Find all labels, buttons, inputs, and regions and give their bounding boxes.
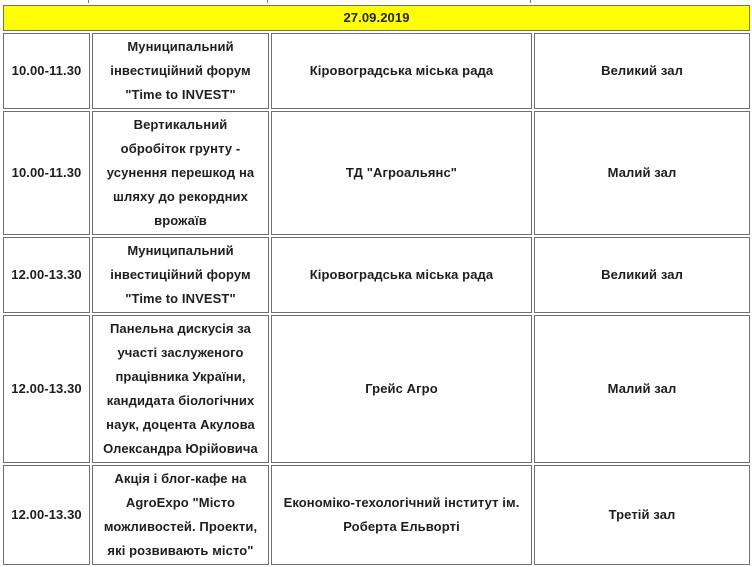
venue-cell: Третій зал — [534, 465, 750, 565]
organizer-line: Кіровоградська міська рада — [309, 267, 494, 282]
organizer-line: Економіко-техологічний інститут ім. — [283, 495, 520, 510]
organizer-cell — [271, 315, 532, 463]
event-line: "Time to INVEST" — [125, 291, 236, 306]
event-line: Панельна дискусія за — [109, 321, 252, 336]
date-header: 27.09.2019 — [3, 5, 750, 31]
event-line: Муниципальний — [127, 39, 234, 54]
organizer-cell — [271, 237, 532, 313]
event-line: Олександра Юрійовича — [103, 441, 258, 456]
event-line: врожаїв — [154, 213, 207, 228]
date-header-row — [3, 5, 750, 31]
event-line: які розвивають місто" — [107, 543, 254, 558]
event-line: усунення перешкод на — [106, 165, 255, 180]
venue-cell: Малий зал — [534, 315, 750, 463]
event-line: наук, доцента Акулова — [106, 417, 255, 432]
event-line: шляху до рекордних — [113, 189, 248, 204]
organizer-line: Грейс Агро — [365, 381, 438, 396]
time-cell: 12.00-13.30 — [3, 465, 90, 565]
event-line: AgroExpo "Місто — [125, 495, 236, 510]
time-cell: 10.00-11.30 — [3, 111, 90, 235]
event-cell — [92, 315, 269, 463]
event-cell — [92, 33, 269, 109]
organizer-cell — [271, 33, 532, 109]
schedule-table — [1, 3, 752, 567]
organizer-cell — [271, 465, 532, 565]
venue-cell: Великий зал — [534, 33, 750, 109]
event-line: працівника України, — [115, 369, 246, 384]
time-cell: 12.00-13.30 — [3, 315, 90, 463]
event-line: кандидата біологічних — [106, 393, 255, 408]
time-cell: 10.00-11.30 — [3, 33, 90, 109]
event-line: Акція і блог-кафе на — [114, 471, 247, 486]
organizer-line: Роберта Ельворті — [343, 519, 460, 534]
table-row — [3, 465, 750, 565]
organizer-cell — [271, 111, 532, 235]
time-cell: 12.00-13.30 — [3, 237, 90, 313]
event-cell — [92, 237, 269, 313]
venue-cell: Малий зал — [534, 111, 750, 235]
event-line: обробіток грунту - — [120, 141, 241, 156]
table-row — [3, 33, 750, 109]
event-cell — [92, 465, 269, 565]
venue-cell: Великий зал — [534, 237, 750, 313]
table-row — [3, 237, 750, 313]
event-line: інвестиційний форум — [110, 63, 251, 78]
organizer-line: Кіровоградська міська рада — [309, 63, 494, 78]
table-row — [3, 111, 750, 235]
table-row — [3, 315, 750, 463]
event-line: інвестиційний форум — [110, 267, 251, 282]
event-line: участі заслуженого — [117, 345, 244, 360]
organizer-line: ТД "Агроальянс" — [345, 165, 458, 180]
event-line: Вертикальний — [133, 117, 228, 132]
event-line: Муниципальний — [127, 243, 234, 258]
event-cell — [92, 111, 269, 235]
event-line: можливостей. Проекти, — [103, 519, 258, 534]
event-line: "Time to INVEST" — [125, 87, 236, 102]
